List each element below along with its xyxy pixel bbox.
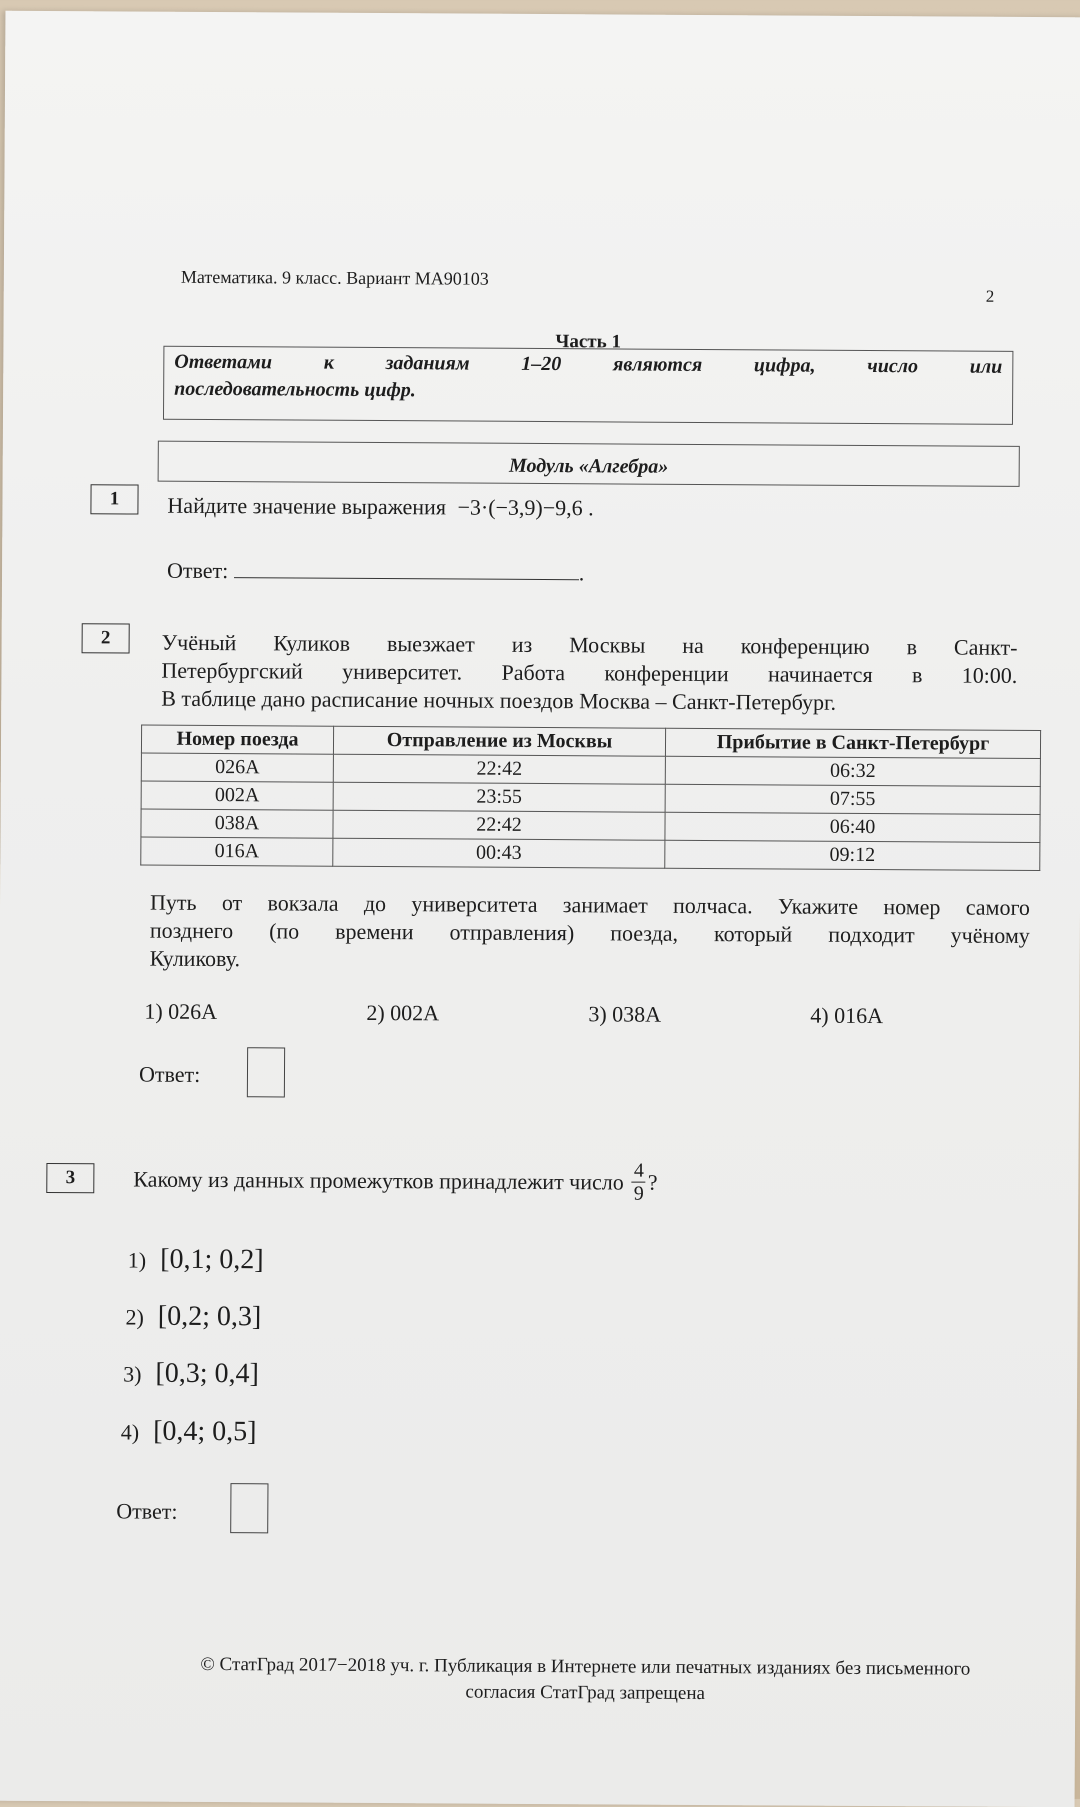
word: который bbox=[714, 921, 793, 947]
answer-label: Ответ: bbox=[166, 557, 229, 584]
option-label: 1) bbox=[127, 1247, 147, 1273]
word: подходит bbox=[828, 921, 915, 948]
task2-question-line-2 bbox=[150, 917, 1030, 950]
table-cell: 06:40 bbox=[665, 812, 1040, 842]
word: занимает bbox=[562, 892, 648, 918]
table-cell: 23:55 bbox=[333, 782, 665, 812]
task3-answer-label: Ответ: bbox=[116, 1498, 178, 1524]
table-cell: 038А bbox=[141, 809, 333, 838]
word: учёному bbox=[950, 922, 1030, 948]
option-value: [0,2; 0,3] bbox=[157, 1300, 262, 1333]
task2-intro bbox=[161, 629, 1017, 718]
table-cell: 09:12 bbox=[665, 840, 1040, 870]
fraction-denominator: 9 bbox=[633, 1182, 644, 1205]
instruction-word: Ответами bbox=[174, 350, 273, 374]
word: на bbox=[682, 632, 704, 658]
module-title: Модуль «Алгебра» bbox=[158, 441, 1020, 487]
word: Петербургский bbox=[161, 657, 303, 684]
word: Куликов bbox=[273, 630, 351, 656]
word: от bbox=[221, 890, 243, 916]
table-cell: 22:42 bbox=[333, 754, 665, 784]
task3-option-1[interactable] bbox=[128, 1243, 264, 1276]
option-2[interactable]: 2) 002А bbox=[366, 999, 440, 1026]
word: самого bbox=[965, 894, 1031, 920]
word: (по bbox=[269, 918, 300, 944]
task-number-1: 1 bbox=[90, 484, 138, 514]
fraction-numerator: 4 bbox=[632, 1160, 646, 1183]
instruction-word: являются bbox=[612, 353, 703, 376]
page-header-title: Математика. 9 класс. Вариант МА90103 bbox=[180, 266, 489, 289]
option-1[interactable]: 1) 026А bbox=[144, 998, 218, 1025]
word: конференцию bbox=[740, 633, 870, 660]
task1-text bbox=[167, 493, 593, 522]
table-cell: 00:43 bbox=[333, 838, 665, 868]
option-label: 4) bbox=[120, 1419, 140, 1445]
table-cell: 07:55 bbox=[665, 784, 1040, 814]
exam-page bbox=[0, 11, 1080, 1807]
footer-line-2: согласия СтатГрад запрещена bbox=[465, 1681, 706, 1705]
task3-option-4[interactable] bbox=[121, 1415, 257, 1448]
part-title: Часть 1 bbox=[555, 331, 622, 353]
word: поезда, bbox=[610, 920, 679, 946]
instruction-word: к bbox=[323, 351, 334, 374]
footer-copyright bbox=[125, 1651, 1045, 1709]
word: выезжает bbox=[386, 631, 475, 657]
option-value: [0,1; 0,2] bbox=[160, 1243, 264, 1276]
task2-question-line-3: Куликову. bbox=[149, 945, 241, 972]
option-label: 3) bbox=[123, 1361, 142, 1387]
task1-answer: Ответ: . bbox=[166, 557, 585, 586]
word: Учёный bbox=[161, 629, 237, 656]
footer-line-1: © СтатГрад 2017−2018 уч. г. Публикация в Интернете или печатных изданиях без письменного bbox=[200, 1653, 971, 1680]
task3-option-3[interactable] bbox=[123, 1357, 259, 1390]
task-number-2: 2 bbox=[82, 623, 130, 653]
table-cell: 22:42 bbox=[333, 810, 665, 840]
task2-question bbox=[150, 889, 1030, 978]
option-value: [0,4; 0,5] bbox=[153, 1415, 257, 1448]
word: в bbox=[906, 634, 918, 660]
task2-options bbox=[144, 999, 1032, 1030]
task3-option-2[interactable] bbox=[125, 1300, 261, 1333]
train-schedule-table bbox=[140, 725, 1041, 871]
word: отправления) bbox=[449, 919, 575, 946]
option-3[interactable]: 3) 038А bbox=[588, 1001, 662, 1027]
instruction-word: число bbox=[867, 354, 919, 378]
table-cell: 016А bbox=[141, 837, 333, 866]
task2-intro-line-3: В таблице дано расписание ночных поездов Москва – Санкт-Петербург. bbox=[161, 685, 837, 715]
instruction-word: 1–20 bbox=[521, 352, 562, 376]
instruction-word: или bbox=[969, 355, 1003, 378]
word: университета bbox=[411, 891, 538, 917]
word: в bbox=[911, 662, 923, 688]
word: университет. bbox=[342, 658, 463, 685]
table-header-cell: Отправление из Москвы bbox=[333, 726, 665, 756]
fraction bbox=[632, 1160, 646, 1205]
task-number-3: 3 bbox=[46, 1163, 94, 1193]
option-value: [0,3; 0,4] bbox=[155, 1357, 260, 1390]
word: 10:00. bbox=[961, 662, 1018, 688]
word: до bbox=[363, 890, 387, 917]
instruction-word: заданиям bbox=[385, 352, 470, 375]
answer-line[interactable] bbox=[234, 557, 579, 580]
word: Путь bbox=[149, 889, 197, 915]
instruction-word: цифра, bbox=[753, 354, 816, 377]
task3-answer-box[interactable] bbox=[230, 1483, 268, 1533]
word: Санкт- bbox=[953, 634, 1018, 660]
word: времени bbox=[335, 918, 414, 945]
word: Москвы bbox=[569, 632, 646, 658]
task3-text: Какому из данных промежутков принадлежит число bbox=[133, 1166, 624, 1195]
question-mark: ? bbox=[647, 1169, 658, 1195]
word: полчаса. bbox=[672, 892, 753, 919]
option-label: 2) bbox=[125, 1304, 144, 1330]
word: начинается bbox=[767, 661, 873, 688]
table-header-cell: Прибытие в Санкт-Петербург bbox=[665, 728, 1040, 758]
word: номер bbox=[883, 894, 941, 920]
word: конференции bbox=[604, 660, 729, 687]
page-number: 2 bbox=[985, 286, 995, 306]
table-header-cell: Номер поезда bbox=[141, 725, 333, 754]
task3-question bbox=[133, 1157, 658, 1205]
word: Работа bbox=[501, 659, 566, 686]
table-cell: 026А bbox=[141, 753, 333, 782]
task1-expression: −3·(−3,9)−9,6 . bbox=[457, 494, 594, 521]
option-4[interactable]: 4) 016А bbox=[810, 1002, 884, 1029]
word: позднего bbox=[149, 917, 234, 944]
task2-answer-box[interactable] bbox=[247, 1047, 285, 1097]
table-cell: 002А bbox=[141, 781, 333, 810]
word: из bbox=[511, 631, 533, 657]
word: вокзала bbox=[267, 890, 339, 916]
instruction-line-2: последовательность цифр. bbox=[174, 377, 416, 402]
word: Укажите bbox=[777, 893, 859, 919]
instruction-box bbox=[163, 346, 1013, 425]
table-row bbox=[141, 837, 1040, 870]
task1-question: Найдите значение выражения bbox=[167, 492, 447, 520]
table-cell: 06:32 bbox=[665, 756, 1040, 786]
task2-answer-label: Ответ: bbox=[138, 1061, 201, 1087]
